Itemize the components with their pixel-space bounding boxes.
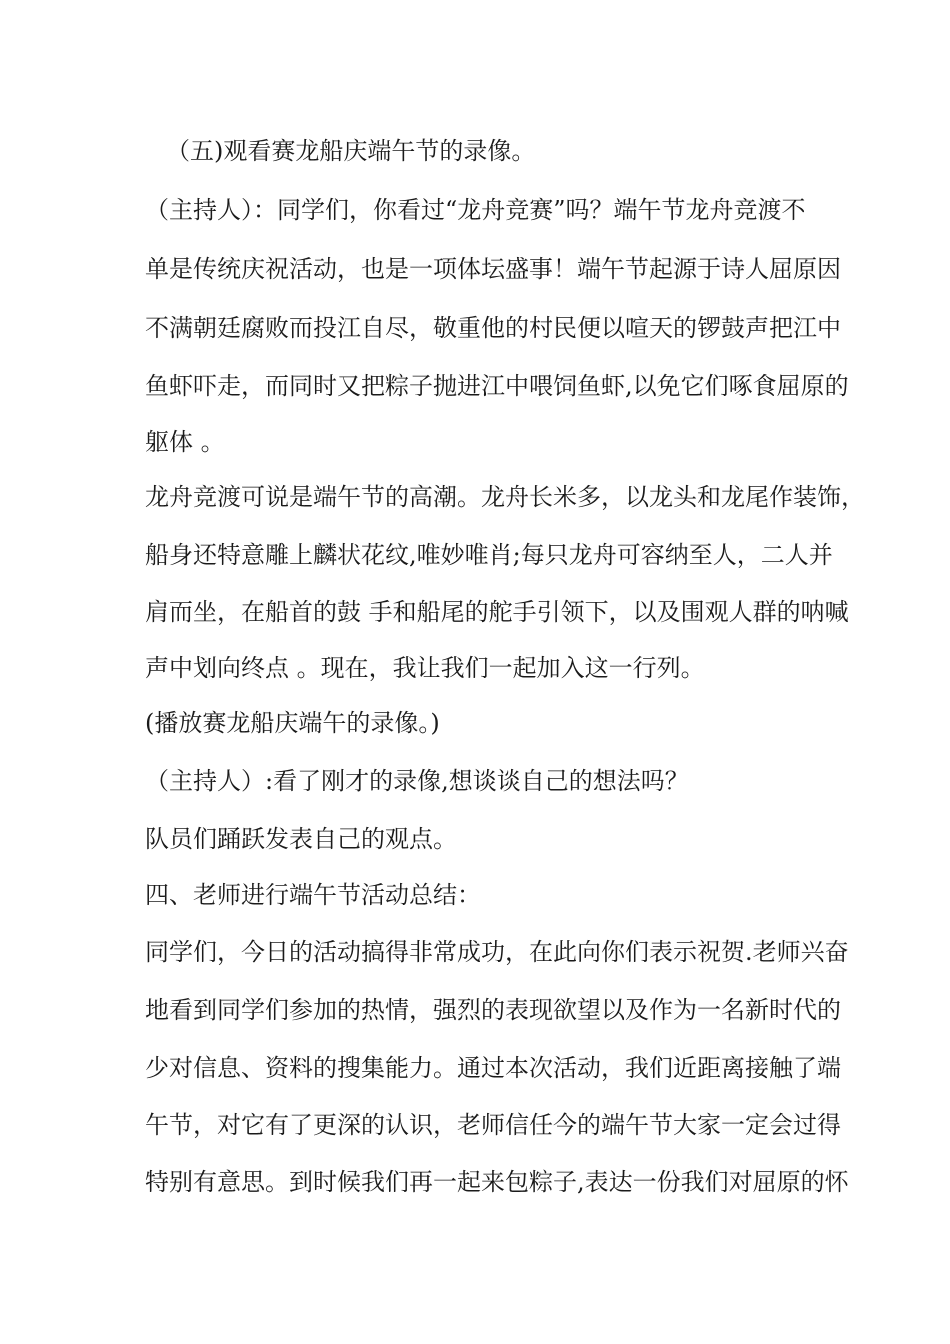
paragraph-line: 肩而坐，在船首的鼓 手和船尾的舵手引领下，以及围观人群的呐喊 bbox=[145, 598, 849, 626]
paragraph-line: 龙舟竞渡可说是端午节的高潮。龙舟长米多，以龙头和龙尾作装饰， bbox=[145, 483, 865, 511]
paragraph-line: 躯体 。 bbox=[145, 428, 225, 456]
paragraph-line: 队员们踊跃发表自己的观点。 bbox=[145, 825, 457, 853]
paragraph-line: （主持人）:看了刚才的录像,想谈谈自己的想法吗？ bbox=[145, 767, 689, 795]
paragraph-line: 地看到同学们参加的热情，强烈的表现欲望以及作为一名新时代的 bbox=[145, 996, 841, 1024]
section-heading-five: （五)观看赛龙船庆端午节的录像。 bbox=[166, 137, 536, 165]
section-heading-four: 四、老师进行端午节活动总结： bbox=[145, 881, 481, 909]
paragraph-line: 少对信息、资料的搜集能力。通过本次活动，我们近距离接触了端 bbox=[145, 1054, 841, 1082]
paragraph-line: 声中划向终点 。现在，我让我们一起加入这一行列。 bbox=[145, 654, 705, 682]
paragraph-line: 同学们，今日的活动搞得非常成功，在此向你们表示祝贺.老师兴奋 bbox=[145, 938, 849, 966]
paragraph-line: (播放赛龙船庆端午的录像。) bbox=[145, 709, 440, 737]
paragraph-line: 午节，对它有了更深的认识，老师信任今的端午节大家一定会过得 bbox=[145, 1111, 841, 1139]
paragraph-line: 不满朝廷腐败而投江自尽，敬重他的村民便以喧天的锣鼓声把江中 bbox=[145, 314, 841, 342]
paragraph-line: （主持人）：同学们，你看过“龙舟竞赛”吗？端午节龙舟竞渡不 bbox=[145, 196, 806, 224]
paragraph-line: 单是传统庆祝活动，也是一项体坛盛事！端午节起源于诗人屈原因 bbox=[145, 255, 841, 283]
paragraph-line: 船身还特意雕上麟状花纹,唯妙唯肖;每只龙舟可容纳至人，二人并 bbox=[145, 541, 833, 569]
paragraph-line: 特别有意思。到时候我们再一起来包粽子,表达一份我们对屈原的怀 bbox=[145, 1168, 849, 1196]
paragraph-line: 鱼虾吓走，而同时又把粽子抛进江中喂饲鱼虾,以免它们啄食屈原的 bbox=[145, 372, 849, 400]
